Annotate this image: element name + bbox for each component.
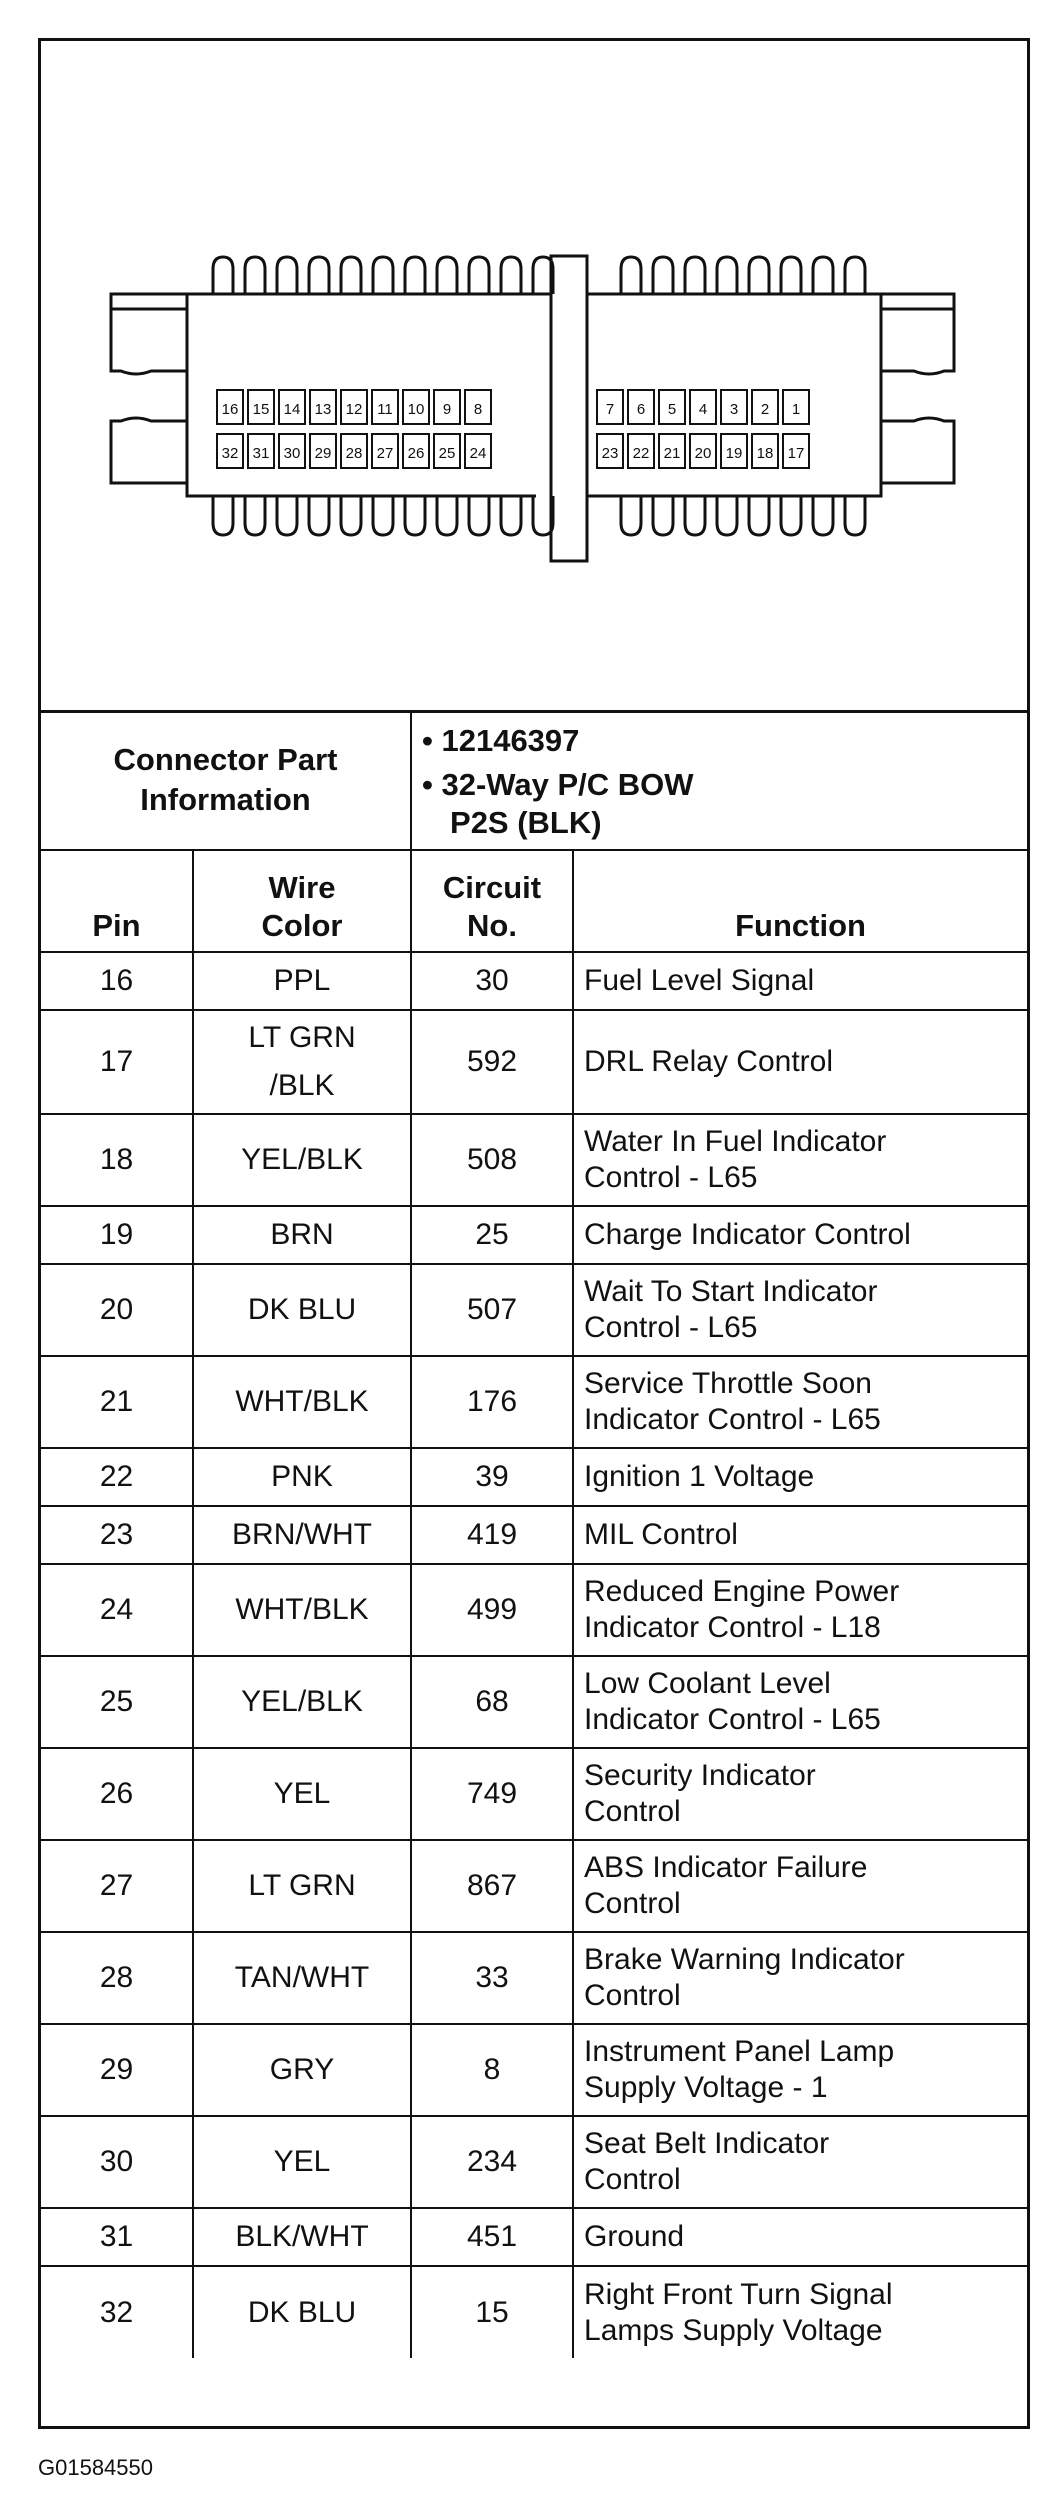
pin-cell: 31 [41, 2208, 193, 2266]
table-row [41, 1448, 1027, 1506]
pin-cell: 29 [41, 2024, 193, 2116]
table-row [41, 1506, 1027, 1564]
function-cell: Right Front Turn Signal Lamps Supply Voltage [573, 2266, 1027, 2358]
circuit-cell: 507 [411, 1264, 573, 1356]
function-cell: Security Indicator Control [573, 1748, 1027, 1840]
bottom-rib [685, 496, 705, 535]
description-line1: • 32-Way P/C BOW [422, 767, 694, 802]
pinout-table [41, 710, 1027, 2358]
wire-color-cell: WHT/BLK [193, 1356, 411, 1448]
bottom-rib [813, 496, 833, 535]
pin-cell: 23 [41, 1506, 193, 1564]
bottom-rib [749, 496, 769, 535]
pin-number: 15 [252, 401, 270, 418]
bottom-rib [717, 496, 737, 535]
table-row [41, 1748, 1027, 1840]
top-rib [245, 257, 265, 294]
connector-info-row [41, 710, 1027, 850]
table-row [41, 952, 1027, 1010]
top-rib [749, 257, 769, 294]
circuit-cell: 33 [411, 1932, 573, 2024]
pin-number: 29 [314, 445, 332, 462]
table-row [41, 1264, 1027, 1356]
wire-color-cell: YEL [193, 2116, 411, 2208]
pin-number: 20 [694, 445, 712, 462]
wire-color-cell: BRN [193, 1206, 411, 1264]
header-row [41, 850, 1027, 952]
circuit-cell: 499 [411, 1564, 573, 1656]
info-label-line1: Connector Part [113, 741, 338, 777]
top-rib [621, 257, 641, 294]
pin-cell: 30 [41, 2116, 193, 2208]
function-cell: Fuel Level Signal [573, 952, 1027, 1010]
part-number: • 12146397 [422, 723, 580, 758]
circuit-cell: 234 [411, 2116, 573, 2208]
wire-color-cell: PPL [193, 952, 411, 1010]
pin-number: 23 [601, 445, 619, 462]
pin-cell: 24 [41, 1564, 193, 1656]
pin-cell: 27 [41, 1840, 193, 1932]
circuit-cell: 451 [411, 2208, 573, 2266]
bottom-rib [845, 496, 865, 535]
pin-number: 18 [756, 445, 774, 462]
top-rib [717, 257, 737, 294]
table-row [41, 1356, 1027, 1448]
top-rib [437, 257, 457, 294]
pin-cell: 28 [41, 1932, 193, 2024]
pin-number: 10 [407, 401, 425, 418]
right-latch [881, 294, 954, 496]
function-cell: Service Throttle Soon Indicator Control - L65 [573, 1356, 1027, 1448]
function-cell: Ground [573, 2208, 1027, 2266]
top-rib [501, 257, 521, 294]
function-cell: Brake Warning Indicator Control [573, 1932, 1027, 2024]
table-row [41, 1656, 1027, 1748]
function-cell: Instrument Panel Lamp Supply Voltage - 1 [573, 2024, 1027, 2116]
pin-number: 4 [698, 401, 708, 418]
circuit-cell: 25 [411, 1206, 573, 1264]
top-rib [813, 257, 833, 294]
table-row [41, 2024, 1027, 2116]
circuit-cell: 592 [411, 1010, 573, 1114]
center-key [551, 256, 587, 561]
function-cell: MIL Control [573, 1506, 1027, 1564]
pin-number: 1 [791, 401, 801, 418]
pin-number: 16 [221, 401, 239, 418]
pin-number: 6 [636, 401, 646, 418]
function-cell: Wait To Start Indicator Control - L65 [573, 1264, 1027, 1356]
info-label-line2: Information [140, 781, 311, 817]
pin-number: 12 [345, 401, 363, 418]
circuit-cell: 39 [411, 1448, 573, 1506]
table-row [41, 2266, 1027, 2358]
circuit-cell: 508 [411, 1114, 573, 1206]
function-cell: Reduced Engine Power Indicator Control - L18 [573, 1564, 1027, 1656]
connector-info-value [411, 710, 1027, 850]
bottom-rib [405, 496, 425, 535]
function-header: Function [573, 850, 1027, 952]
wire-color-cell: YEL/BLK [193, 1656, 411, 1748]
bottom-rib [653, 496, 673, 535]
bottom-rib [245, 496, 265, 535]
pin-number: 2 [760, 401, 770, 418]
pin-cell: 20 [41, 1264, 193, 1356]
pin-number: 24 [469, 445, 487, 462]
pin-number: 26 [407, 445, 425, 462]
bottom-rib [501, 496, 521, 535]
wire-color-cell: YEL [193, 1748, 411, 1840]
table-row [41, 1114, 1027, 1206]
pin-cell: 26 [41, 1748, 193, 1840]
bottom-rib [437, 496, 457, 535]
pin-number: 28 [345, 445, 363, 462]
circuit-cell: 30 [411, 952, 573, 1010]
description-line2: P2S (BLK) [450, 805, 602, 840]
bottom-rib [781, 496, 801, 535]
wire-color-cell: LT GRN /BLK [193, 1010, 411, 1114]
pin-number: 11 [377, 401, 393, 418]
pin-number: 22 [632, 445, 650, 462]
wire-color-cell: BLK/WHT [193, 2208, 411, 2266]
bottom-rib [469, 496, 489, 535]
wire-color-cell: DK BLU [193, 2266, 411, 2358]
function-cell: Low Coolant Level Indicator Control - L65 [573, 1656, 1027, 1748]
table-row [41, 1010, 1027, 1114]
pin-number: 25 [438, 445, 456, 462]
pin-number: 13 [314, 401, 332, 418]
table-row [41, 1564, 1027, 1656]
top-rib [213, 257, 233, 294]
circuit-cell: 749 [411, 1748, 573, 1840]
pin-cell: 17 [41, 1010, 193, 1114]
function-cell: ABS Indicator Failure Control [573, 1840, 1027, 1932]
pin-cell: 16 [41, 952, 193, 1010]
pin-cell: 19 [41, 1206, 193, 1264]
top-rib [685, 257, 705, 294]
top-rib [373, 257, 393, 294]
pin-number: 14 [283, 401, 301, 418]
table-row [41, 1206, 1027, 1264]
circuit-cell: 68 [411, 1656, 573, 1748]
wire-color-header: Wire Color [193, 850, 411, 952]
pin-number: 30 [283, 445, 301, 462]
pin-number: 31 [252, 445, 270, 462]
pin-cell: 25 [41, 1656, 193, 1748]
bottom-rib [309, 496, 329, 535]
pin-number: 9 [442, 401, 452, 418]
table-row [41, 2116, 1027, 2208]
connector-diagram [41, 41, 1027, 713]
top-rib [341, 257, 361, 294]
top-rib [277, 257, 297, 294]
top-rib [309, 257, 329, 294]
function-cell: Ignition 1 Voltage [573, 1448, 1027, 1506]
top-rib [845, 257, 865, 294]
top-rib [405, 257, 425, 294]
top-rib [469, 257, 489, 294]
connector-info-label [41, 710, 411, 850]
bottom-rib [621, 496, 641, 535]
function-cell: Seat Belt Indicator Control [573, 2116, 1027, 2208]
wire-color-cell: YEL/BLK [193, 1114, 411, 1206]
circuit-cell: 176 [411, 1356, 573, 1448]
function-cell: Charge Indicator Control [573, 1206, 1027, 1264]
pin-cell: 22 [41, 1448, 193, 1506]
pin-cell: 18 [41, 1114, 193, 1206]
pin-number: 8 [473, 401, 483, 418]
bottom-rib [277, 496, 297, 535]
top-rib [781, 257, 801, 294]
table-row [41, 2208, 1027, 2266]
table-row [41, 1932, 1027, 2024]
circuit-cell: 15 [411, 2266, 573, 2358]
wire-color-cell: WHT/BLK [193, 1564, 411, 1656]
wire-color-cell: LT GRN [193, 1840, 411, 1932]
wire-color-cell: BRN/WHT [193, 1506, 411, 1564]
connector-face-drawing [41, 41, 1027, 710]
circuit-number-header: Circuit No. [411, 850, 573, 952]
wire-color-cell: GRY [193, 2024, 411, 2116]
left-latch [111, 294, 187, 496]
wire-color-cell: PNK [193, 1448, 411, 1506]
connector-description [422, 766, 1017, 842]
wire-color-cell: DK BLU [193, 1264, 411, 1356]
function-cell: DRL Relay Control [573, 1010, 1027, 1114]
pin-number: 3 [729, 401, 739, 418]
circuit-cell: 8 [411, 2024, 573, 2116]
circuit-cell: 867 [411, 1840, 573, 1932]
bottom-rib [373, 496, 393, 535]
pin-number: 27 [376, 445, 394, 462]
bottom-rib [213, 496, 233, 535]
pin-header: Pin [41, 850, 193, 952]
pin-number: 32 [221, 445, 239, 462]
figure-id: G01584550 [38, 2455, 153, 2480]
bottom-rib [341, 496, 361, 535]
function-cell: Water In Fuel Indicator Control - L65 [573, 1114, 1027, 1206]
pin-number: 5 [667, 401, 677, 418]
connector-frame [38, 38, 1030, 2429]
pin-number: 7 [605, 401, 615, 418]
wire-color-cell: TAN/WHT [193, 1932, 411, 2024]
pin-number: 19 [725, 445, 743, 462]
pin-number: 17 [787, 445, 805, 462]
pin-cell: 21 [41, 1356, 193, 1448]
table-row [41, 1840, 1027, 1932]
top-rib [653, 257, 673, 294]
circuit-cell: 419 [411, 1506, 573, 1564]
pin-cell: 32 [41, 2266, 193, 2358]
pin-number: 21 [663, 445, 681, 462]
